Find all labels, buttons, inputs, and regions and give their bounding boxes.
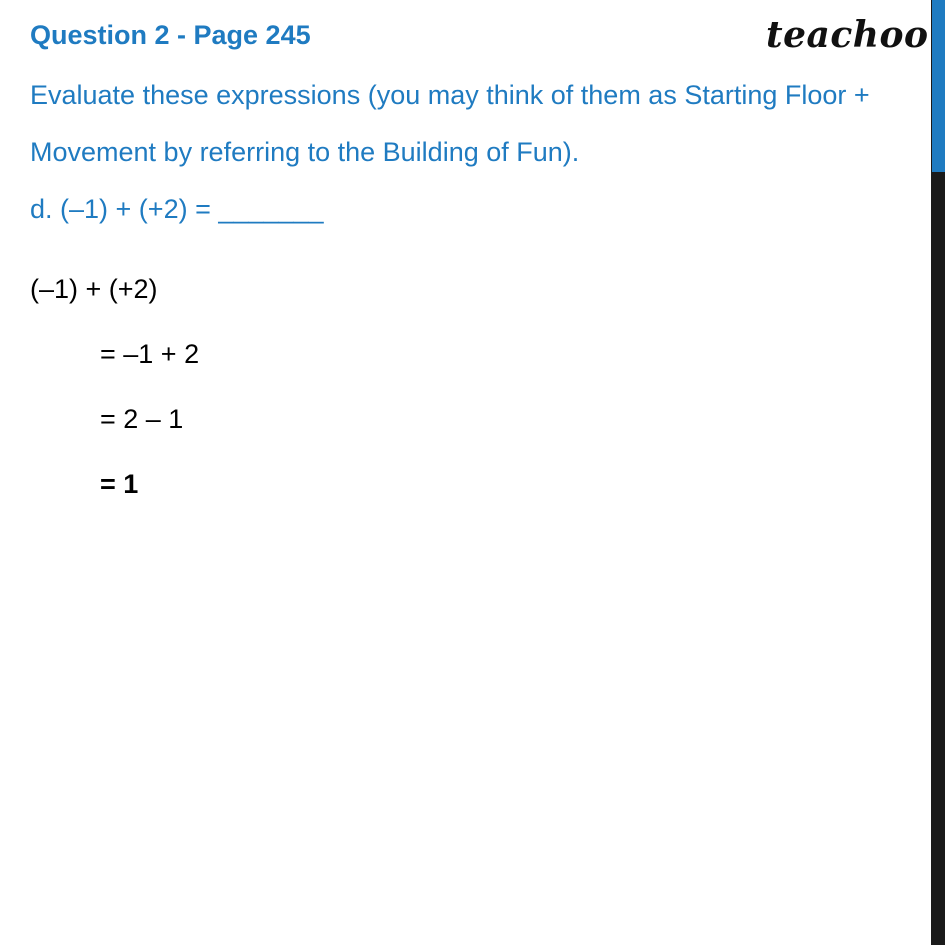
scrollbar-thumb[interactable] bbox=[932, 0, 945, 172]
question-line-2: Movement by referring to the Building of Fun). bbox=[30, 137, 580, 167]
brand-logo: teachoo bbox=[766, 14, 929, 56]
page-title: Question 2 - Page 245 bbox=[30, 20, 311, 50]
question-line-1: Evaluate these expressions (you may think of them as Starting Floor + bbox=[30, 80, 870, 110]
solution-step-1: = –1 + 2 bbox=[100, 339, 200, 369]
question-part-d: d. (–1) + (+2) = _______ bbox=[30, 194, 324, 224]
vertical-scrollbar[interactable] bbox=[931, 0, 945, 945]
solution-answer: = 1 bbox=[100, 469, 139, 499]
solution-expression: (–1) + (+2) bbox=[30, 274, 158, 304]
solution-step-2: = 2 – 1 bbox=[100, 404, 184, 434]
